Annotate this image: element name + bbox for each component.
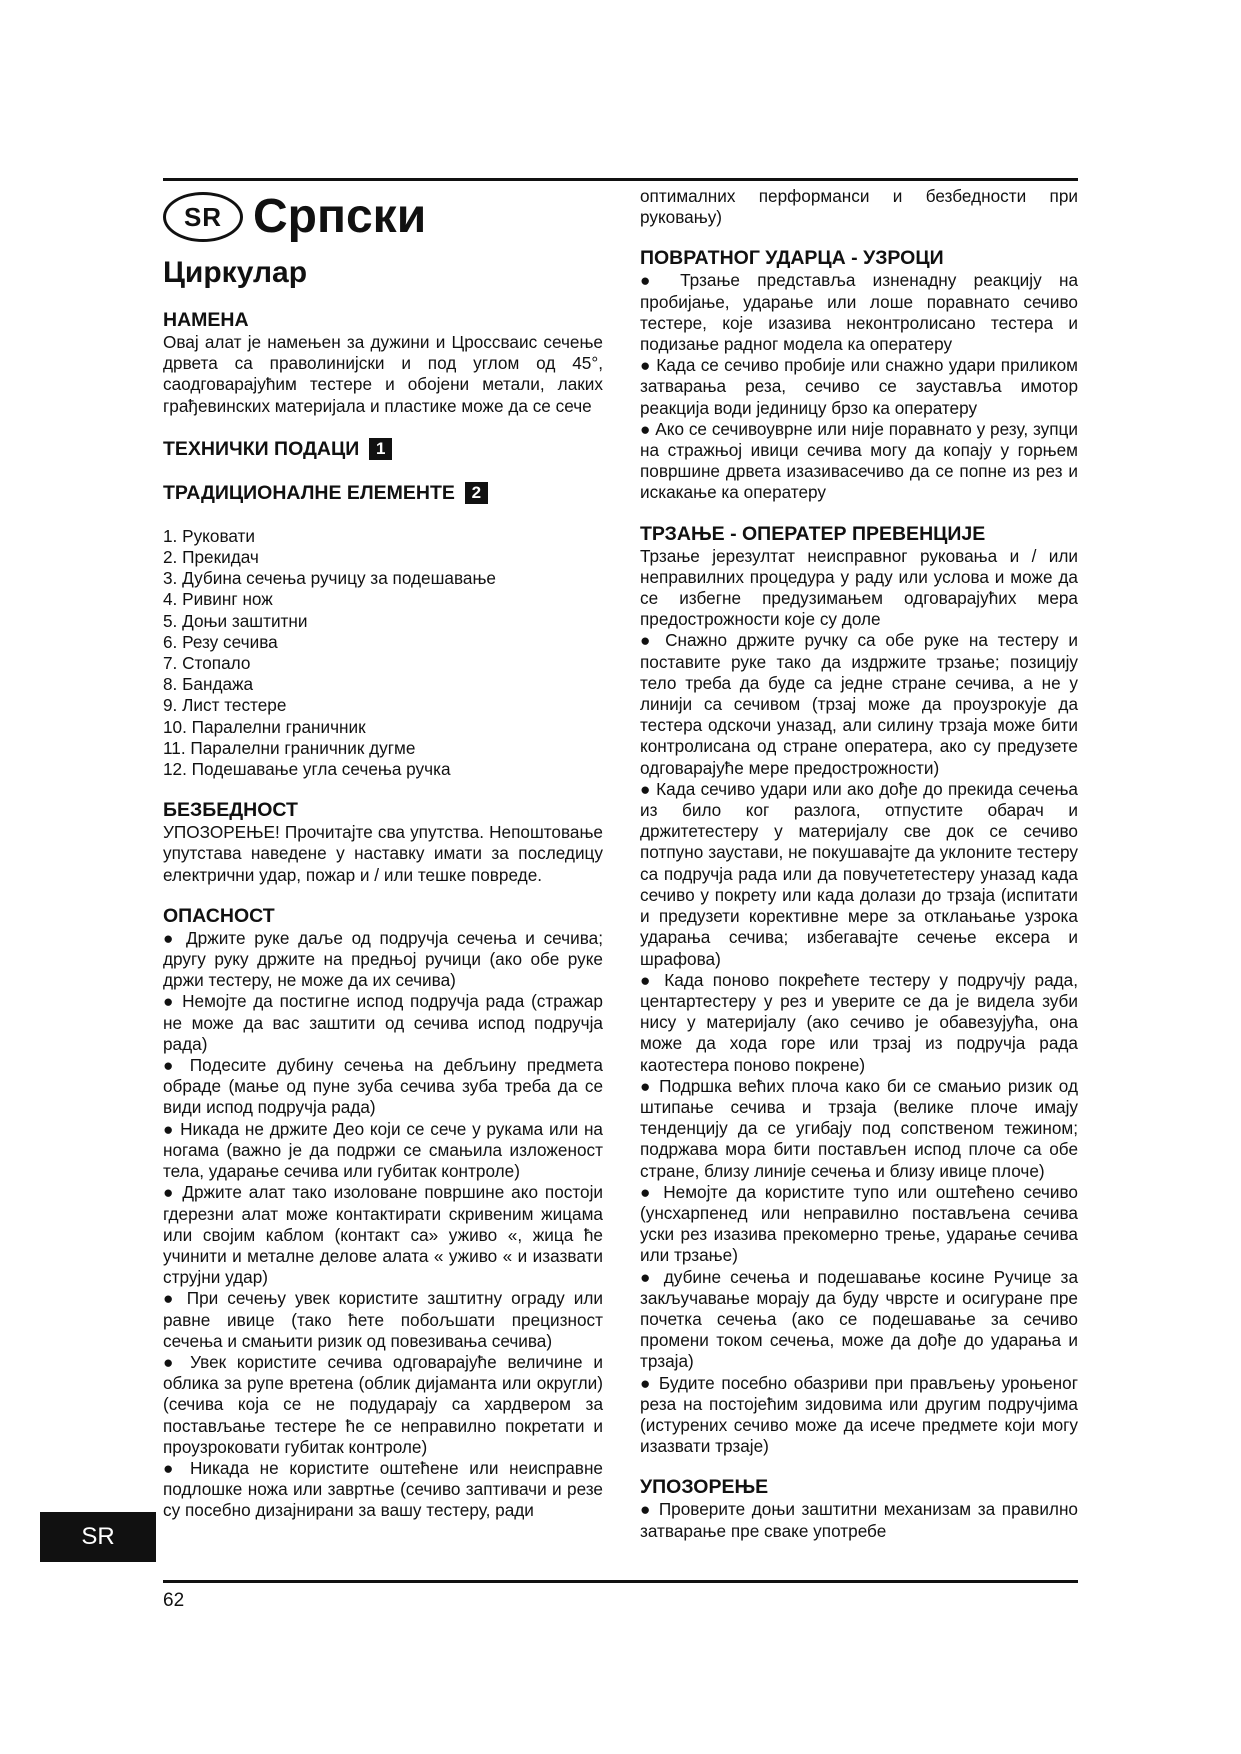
danger-item: ● Немојте да постигне испод подручја рада (стражар не може да вас заштити од сечива испод подручја рада): [163, 991, 603, 1054]
list-item: 11. Паралелни граничник дугме: [163, 737, 416, 758]
list-item: 3. Дубина сечења ручицу за подешавање: [163, 568, 496, 589]
list-item: 6. Резу сечива: [163, 631, 278, 652]
list-item: 4. Ривинг нож: [163, 589, 273, 610]
list-item: 12. Подешавање угла сечења ручка: [163, 759, 451, 780]
list-item: 1. Руковати: [163, 525, 256, 546]
list-item: 10. Паралелни граничник: [163, 716, 366, 737]
danger-item: ● Подесите дубину сечења на дебљину предмета обраде (мање од пуне зуба сечива зуба треба да се види испод подручја рада): [163, 1055, 603, 1118]
danger-item: ● Држите алат тако изоловане површине ако постоји гдерезни алат може контактирати скривеним жицама или својим каблом (контакт са» уживо «, жица ће учинити и металне делове алата « уживо « и изазвати струјни удар): [163, 1182, 603, 1288]
prevention-item: ● Снажно држите ручку са обе руке на тестеру и поставите руке тако да издржите трзање; позицију тело треба да буде са једне стране сечива, а не у линији са сечивом (трзај може да проузрокује да тестера одскочи уназад, али силину трзаја може бити контролисана од стране оператера, ако су предузете одговарајуће мере предострожности): [640, 630, 1078, 778]
purpose-heading: НАМЕНА: [163, 309, 249, 331]
danger-item: ● При сечењу увек користите заштитну ограду или равне ивице (тако ћете побољшати прецизност сечења и смањити ризик од повезивања сечива): [163, 1288, 603, 1351]
language-code-oval: SR: [163, 192, 243, 242]
bottom-rule: [163, 1580, 1078, 1583]
danger-item: ● Никада не држите Део који се сече у рукама или на ногама (важно је да подржи се смањила изложеност тела, ударање сечива или губитак контроле): [163, 1118, 603, 1182]
elements-heading-label: ТРАДИЦИОНАЛНЕ ЕЛЕМЕНТЕ: [163, 481, 455, 504]
prevention-item: ● Када поново покрећете тестеру у подручју рада, центартестеру у рез и уверите се да је видела зуби нису у материјалу (ако сечиво је обавезујућа, она може да хода горе или трзај из подручја рада каотестера поново покрене): [640, 969, 1078, 1075]
left-column: [163, 308, 603, 1522]
list-item: 8. Бандажа: [163, 674, 254, 695]
warning-item: ● Проверите доњи заштитни механизам за правилно затварање пре сваке употребе: [640, 1499, 1078, 1541]
elements-number: 2: [465, 482, 488, 504]
continuation-text: оптималних перформанси и безбедности при руковању): [640, 186, 1078, 228]
danger-item: ● Увек користите сечива одговарајуће величине и облика за рупе вретена (облик дијаманта или округли) (сечива која се не подударају са хардвером за постављање тестере ће се неправилно покретати и проузроковати губитак контроле): [163, 1351, 603, 1457]
safety-heading: БЕЗБЕДНОСТ: [163, 799, 298, 822]
prevention-intro: Трзање јерезултат неисправног руковања и / или неправилних процедура у раду или услова и може да се избегне предузимањем одговарајућих мера предострожности које су доле: [640, 545, 1078, 630]
list-item: 9. Лист тестере: [163, 695, 287, 716]
technical-data-heading: [163, 437, 603, 461]
prevention-item: ● Немојте да користите тупо или оштећено сечиво (унсхарпенед или неправилно постављена сечива уски рез изазива прекомерно трење, ударање сечива или трзање): [640, 1181, 1078, 1266]
kickback-item: ● Ако се сечивоуврне или није поравнато у резу, зупци на стражњој ивици сечива могу да копају у горњем површине дрвета изазивасечиво да се попне из рез и искакање ка оператеру: [640, 418, 1078, 503]
list-item: 5. Доњи заштитни: [163, 610, 308, 631]
top-rule: [163, 178, 1078, 181]
page-number: 62: [163, 1590, 185, 1611]
danger-heading: ОПАСНОСТ: [163, 904, 275, 927]
warning-heading: УПОЗОРЕЊЕ: [640, 1476, 769, 1499]
purpose-text: Овај алат је намењен за дужини и Цроссваис сечење дрвета са праволинијски и под углом од 45°, саодговарајућим тестере и обојени метали, лаких грађевинских материјала и пластике може да се сече: [163, 332, 603, 416]
document-title: Циркулар: [163, 256, 308, 289]
parts-list: [163, 526, 603, 780]
danger-item: ● Никада не користите оштећене или неисправне подлошке ножа или завртње (сечиво заптивачи и резе су посебно дизајнирани за вашу тестеру, ради: [163, 1457, 603, 1521]
language-side-tab: SR: [40, 1512, 156, 1562]
prevention-item: ● Подршка већих плоча како би се смањио ризик од штипање сечива и трзаја (велике плоче имају тенденцију да се угибају под сопственом тежином; подржава мора бити постављен испод плоче са обе стране, близу линије сечења и близу ивице плоче): [640, 1075, 1078, 1181]
language-name: Српски: [253, 190, 427, 243]
prevention-item: ● Будите посебно обазриви при прављењу урoњеног реза на постојећим зидовима или другим подручјима (истурених сечиво може да исече предмете који могу изазвати трзаје): [640, 1372, 1078, 1457]
kickback-prevention-heading: ТРЗАЊЕ - ОПЕРАТЕР ПРЕВЕНЦИЈЕ: [640, 522, 986, 545]
prevention-item: ● дубине сечења и подешавање косине Ручице за закључавање морају да буду чврсте и осигуране пре почетка сечења (ако се подешавање за сечиво промени током сечења, може да дође до ударања и трзаја): [640, 1266, 1078, 1372]
technical-data-number: 1: [369, 438, 392, 460]
kickback-item: ● Трзање представља изненадну реакцију на пробијање, ударање или лоше поравнато сечиво тестере, које изазива неконтролисано тестера и подизање радног модела ка оператеру: [640, 270, 1078, 355]
kickback-item: ● Када се сечиво пробије или снажно удари приликом затварања реза, сечиво се зауставља имотор реакција води јединицу брзо ка оператеру: [640, 355, 1078, 418]
language-badge: [163, 192, 426, 242]
list-item: 2. Прекидач: [163, 547, 259, 568]
danger-item: ● Држите руке даље од подручја сечења и сечива; другу руку држите на предњој ручици (ако обе руке држи тестеру, не може да их сечива): [163, 927, 603, 991]
prevention-item: ● Када сечиво удари или ако дође до прекида сечења из било ког разлога, отпустите обарач и држитетестеру у материјалу све док се сечиво потпуно заустави, не покушавајте да уклоните тестеру са подручја рада или да повучететестеру уназад када сечиво у покрету или када долази до трзаја (испитати и предузети корективне мере за отклањање узрока ударања сечива; избегавајте сечење ексера и шрафова): [640, 778, 1078, 969]
right-column: [640, 186, 1078, 1542]
technical-data-heading-label: ТЕХНИЧКИ ПОДАЦИ: [163, 437, 360, 460]
elements-heading: [163, 481, 603, 505]
kickback-causes-heading: ПОВРАТНОГ УДАРЦА - УЗРОЦИ: [640, 247, 944, 270]
safety-text: УПОЗОРЕЊЕ! Прочитајте сва упутства. Непоштовање упутстава наведене у наставку имати за последицу електрични удар, пожар и / или тешке повреде.: [163, 822, 603, 885]
list-item: 7. Стопало: [163, 653, 251, 674]
